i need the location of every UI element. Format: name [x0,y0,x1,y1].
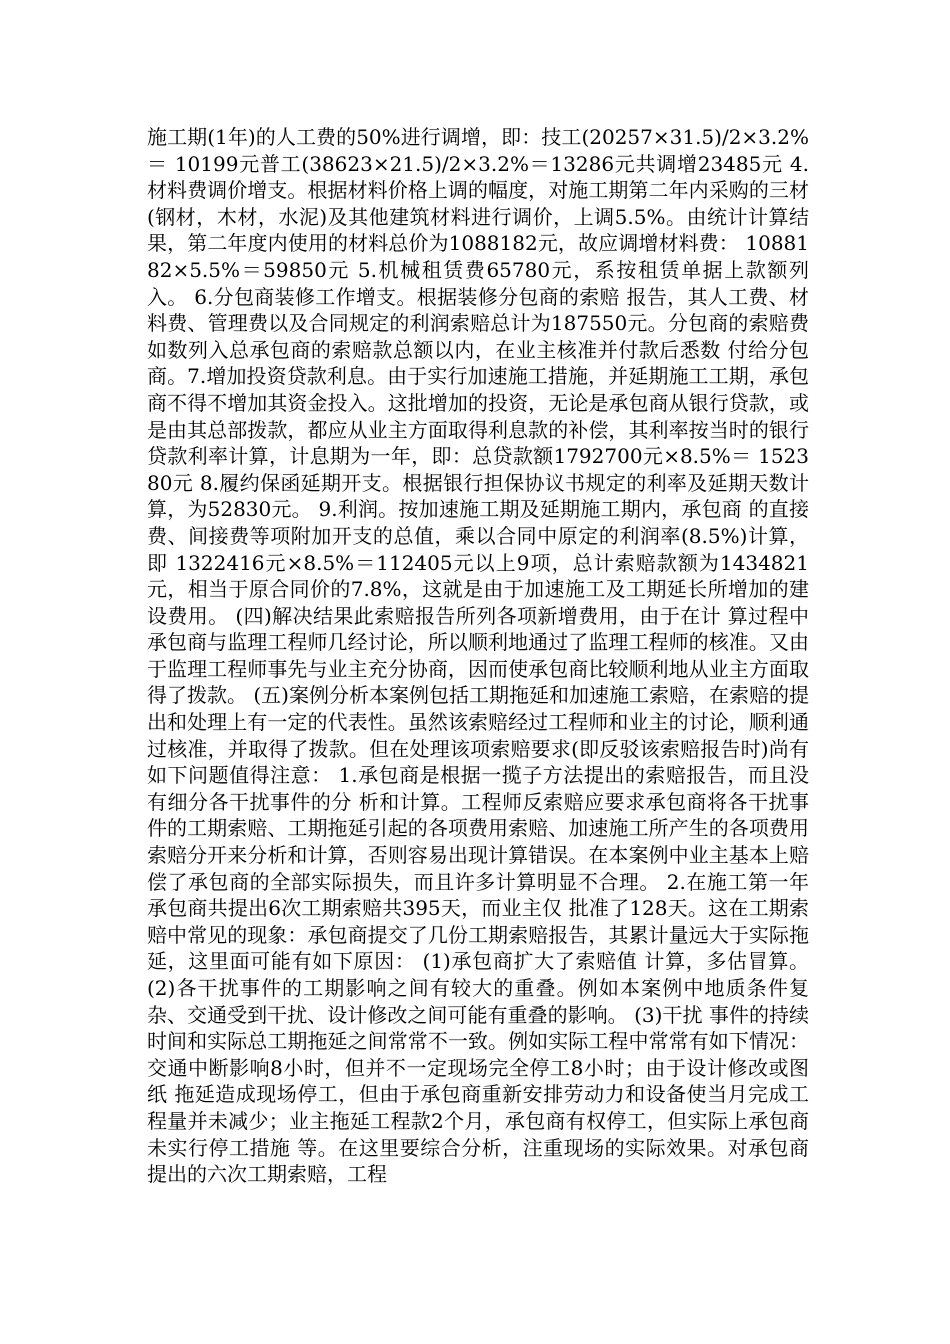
body-text: 施工期(1年)的人工费的50%进行调增，即：技工(20257×31.5)/2×3.2%＝ 10199元普工(38623×21.5)/2×3.2%＝13286元共调增23485元 4.材料费调价增支。根据材料价格上调的幅度，对施工期第二年内采购的三材(钢材，木材，水泥)及其他建筑材料进行调价，上调5.5%。由统计计算结果，第二年度内使用的材料总价为1088182元，故应调增材料费： 1088182×5.5%＝59850元 5.机械租赁费65780元，系按租赁单据上款额列入。 6.分包商装修工作增支。根据装修分包商的索赔 报告，其人工费、材料费、管理费以及合同规定的利润索赔总计为187550元。分包商的索赔费如数列入总承包商的索赔款总额以内，在业主核准并付款后悉数 付给分包商。7.增加投资贷款利息。由于实行加速施工措施，并延期施工工期，承包商不得不增加其资金投入。这批增加的投资，无论是承包商从银行贷款，或是由其总部拨款，都应从业主方面取得利息款的补偿，其利率按当时的银行贷款利率计算，计息期为一年，即：总贷款额1792700元×8.5%＝ 152380元 8.履约保函延期开支。根据银行担保协议书规定的利率及延期天数计算，为52830元。 9.利润。按加速施工期及延期施工期内，承包商 的直接费、间接费等项附加开支的总值，乘以合同中原定的利润率(8.5%)计算，即 1322416元×8.5%＝112405元以上9项，总计索赔款额为1434821元，相当于原合同价的7.8%，这就是由于加速施工及工期延长所增加的建设费用。 (四)解决结果此索赔报告所列各项新增费用，由于在计 算过程中承包商与监理工程师几经讨论，所以顺利地通过了监理工程师的核准。又由于监理工程师事先与业主充分协商，因而使承包商比较顺利地从业主方面取得了拨款。 (五)案例分析本案例包括工期拖延和加速施工索赔，在索赔的提出和处理上有一定的代表性。虽然该索赔经过工程师和业主的讨论，顺利通过核准，并取得了拨款。但在处理该项索赔要求(即反驳该索赔报告时)尚有如下问题值得注意： 1.承包商是根据一揽子方法提出的索赔报告，而且没有细分各干扰事件的分 析和计算。工程师反索赔应要求承包商将各干扰事件的工期索赔、工期拖延引起的各项费用索赔、加速施工所产生的各项费用索赔分开来分析和计算，否则容易出现计算错误。在本案例中业主基本上赔偿了承包商的全部实际损失，而且许多计算明显不合理。 2.在施工第一年承包商共提出6次工期索赔共395天，而业主仅 批准了128天。这在工期索赔中常见的现象：承包商提交了几份工期索赔报告，其累计量远大于实际拖延，这里面可能有如下原因： (1)承包商扩大了索赔值 计算，多估冒算。 (2)各干扰事件的工期影响之间有较大的重叠。例如本案例中地质条件复杂、交通受到干扰、设计修改之间可能有重叠的影响。 (3)干扰 事件的持续时间和实际总工期拖延之间常常不一致。例如实际工程中常常有如下情况：交通中断影响8小时，但并不一定现场完全停工8小时；由于设计修改或图纸 拖延造成现场停工，但由于承包商重新安排劳动力和设备使当月完成工程量并未减少；业主拖延工程款2个月，承包商有权停工，但实际上承包商未实行停工措施 等。在这里要综合分析，注重现场的实际效果。对承包商提出的六次工期索赔，工程 [147,125,809,1187]
